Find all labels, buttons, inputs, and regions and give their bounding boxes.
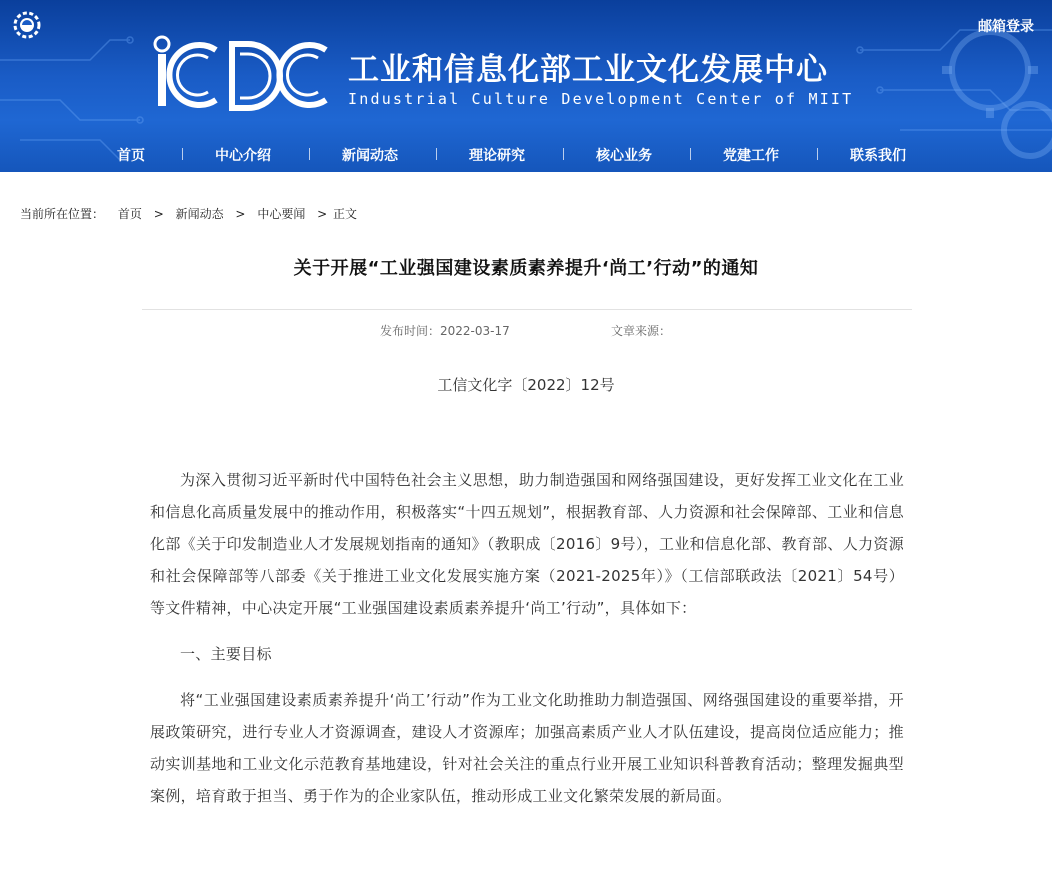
breadcrumb-lead: 当前所在位置： bbox=[20, 207, 105, 221]
document-number: 工信文化字〔2022〕12号 bbox=[437, 376, 615, 394]
article-body bbox=[150, 464, 904, 812]
breadcrumb-separator: > bbox=[153, 207, 164, 221]
nav-item-research[interactable]: 理论研究 bbox=[469, 148, 525, 164]
article-title: 关于开展“工业强国建设素质素养提升‘尚工’行动”的通知 bbox=[293, 258, 759, 279]
main-navigation bbox=[0, 138, 1052, 170]
icdc-logo bbox=[150, 32, 332, 112]
title-divider bbox=[142, 309, 912, 310]
section-heading: 一、主要目标 bbox=[180, 645, 272, 663]
breadcrumb-home-link[interactable]: 首页 bbox=[117, 207, 142, 221]
breadcrumb-separator: > bbox=[235, 207, 246, 221]
nav-item-home[interactable]: 首页 bbox=[117, 148, 145, 164]
nav-item-about[interactable]: 中心介绍 bbox=[215, 148, 271, 164]
breadcrumb-separator: > bbox=[317, 207, 328, 221]
nav-separator bbox=[182, 148, 183, 160]
nav-separator bbox=[563, 148, 564, 160]
nav-separator bbox=[817, 148, 818, 160]
nav-item-news[interactable]: 新闻动态 bbox=[342, 148, 398, 164]
site-header bbox=[0, 0, 1052, 172]
nav-separator bbox=[309, 148, 310, 160]
publish-time: 发布时间：2022-03-17 bbox=[380, 324, 510, 338]
article-source: 文章来源： bbox=[611, 324, 672, 338]
nav-item-contact[interactable]: 联系我们 bbox=[850, 148, 906, 164]
breadcrumb-news-link[interactable]: 新闻动态 bbox=[175, 207, 224, 221]
email-login-link[interactable]: 邮箱登录 bbox=[978, 19, 1034, 35]
breadcrumb-center-news-link[interactable]: 中心要闻 bbox=[257, 207, 306, 221]
site-title-chinese: 工业和信息化部工业文化发展中心 bbox=[348, 52, 828, 88]
nav-item-party-building[interactable]: 党建工作 bbox=[723, 148, 779, 164]
article-paragraph: 为深入贯彻习近平新时代中国特色社会主义思想，助力制造强国和网络强国建设，更好发挥工业文化在工业和信息化高质量发展中的推动作用，积极落实“十四五规划”，根据教育部、人力资源和社会保障部、工业和信息化部《关于印发制造业人才发展规划指南的通知》（教职成〔2016〕9号），工业和信息化部、教育部、人力资源和社会保障部等八部委《关于推进工业文化发展实施方案（2021-2025年）》（工信部联政法〔2021〕54号）等文件精神，中心决定开展“工业强国建设素质素养提升‘尚工’行动”，具体如下： bbox=[150, 471, 904, 617]
site-title-english: Industrial Culture Development Center of MIIT bbox=[348, 90, 854, 108]
gear-emblem-icon bbox=[10, 8, 44, 42]
nav-separator bbox=[436, 148, 437, 160]
nav-item-core-business[interactable]: 核心业务 bbox=[596, 148, 652, 164]
nav-separator bbox=[690, 148, 691, 160]
article-paragraph: 将“工业强国建设素质素养提升‘尚工’行动”作为工业文化助推助力制造强国、网络强国建设的重要举措，开展政策研究，进行专业人才资源调查，建设人才资源库；加强高素质产业人才队伍建设，提高岗位适应能力；推动实训基地和工业文化示范教育基地建设，针对社会关注的重点行业开展工业知识科普教育活动；整理发掘典型案例，培育敢于担当、勇于作为的企业家队伍，推动形成工业文化繁荣发展的新局面。 bbox=[150, 691, 904, 805]
breadcrumb bbox=[20, 205, 357, 222]
breadcrumb-current: 正文 bbox=[333, 207, 358, 221]
